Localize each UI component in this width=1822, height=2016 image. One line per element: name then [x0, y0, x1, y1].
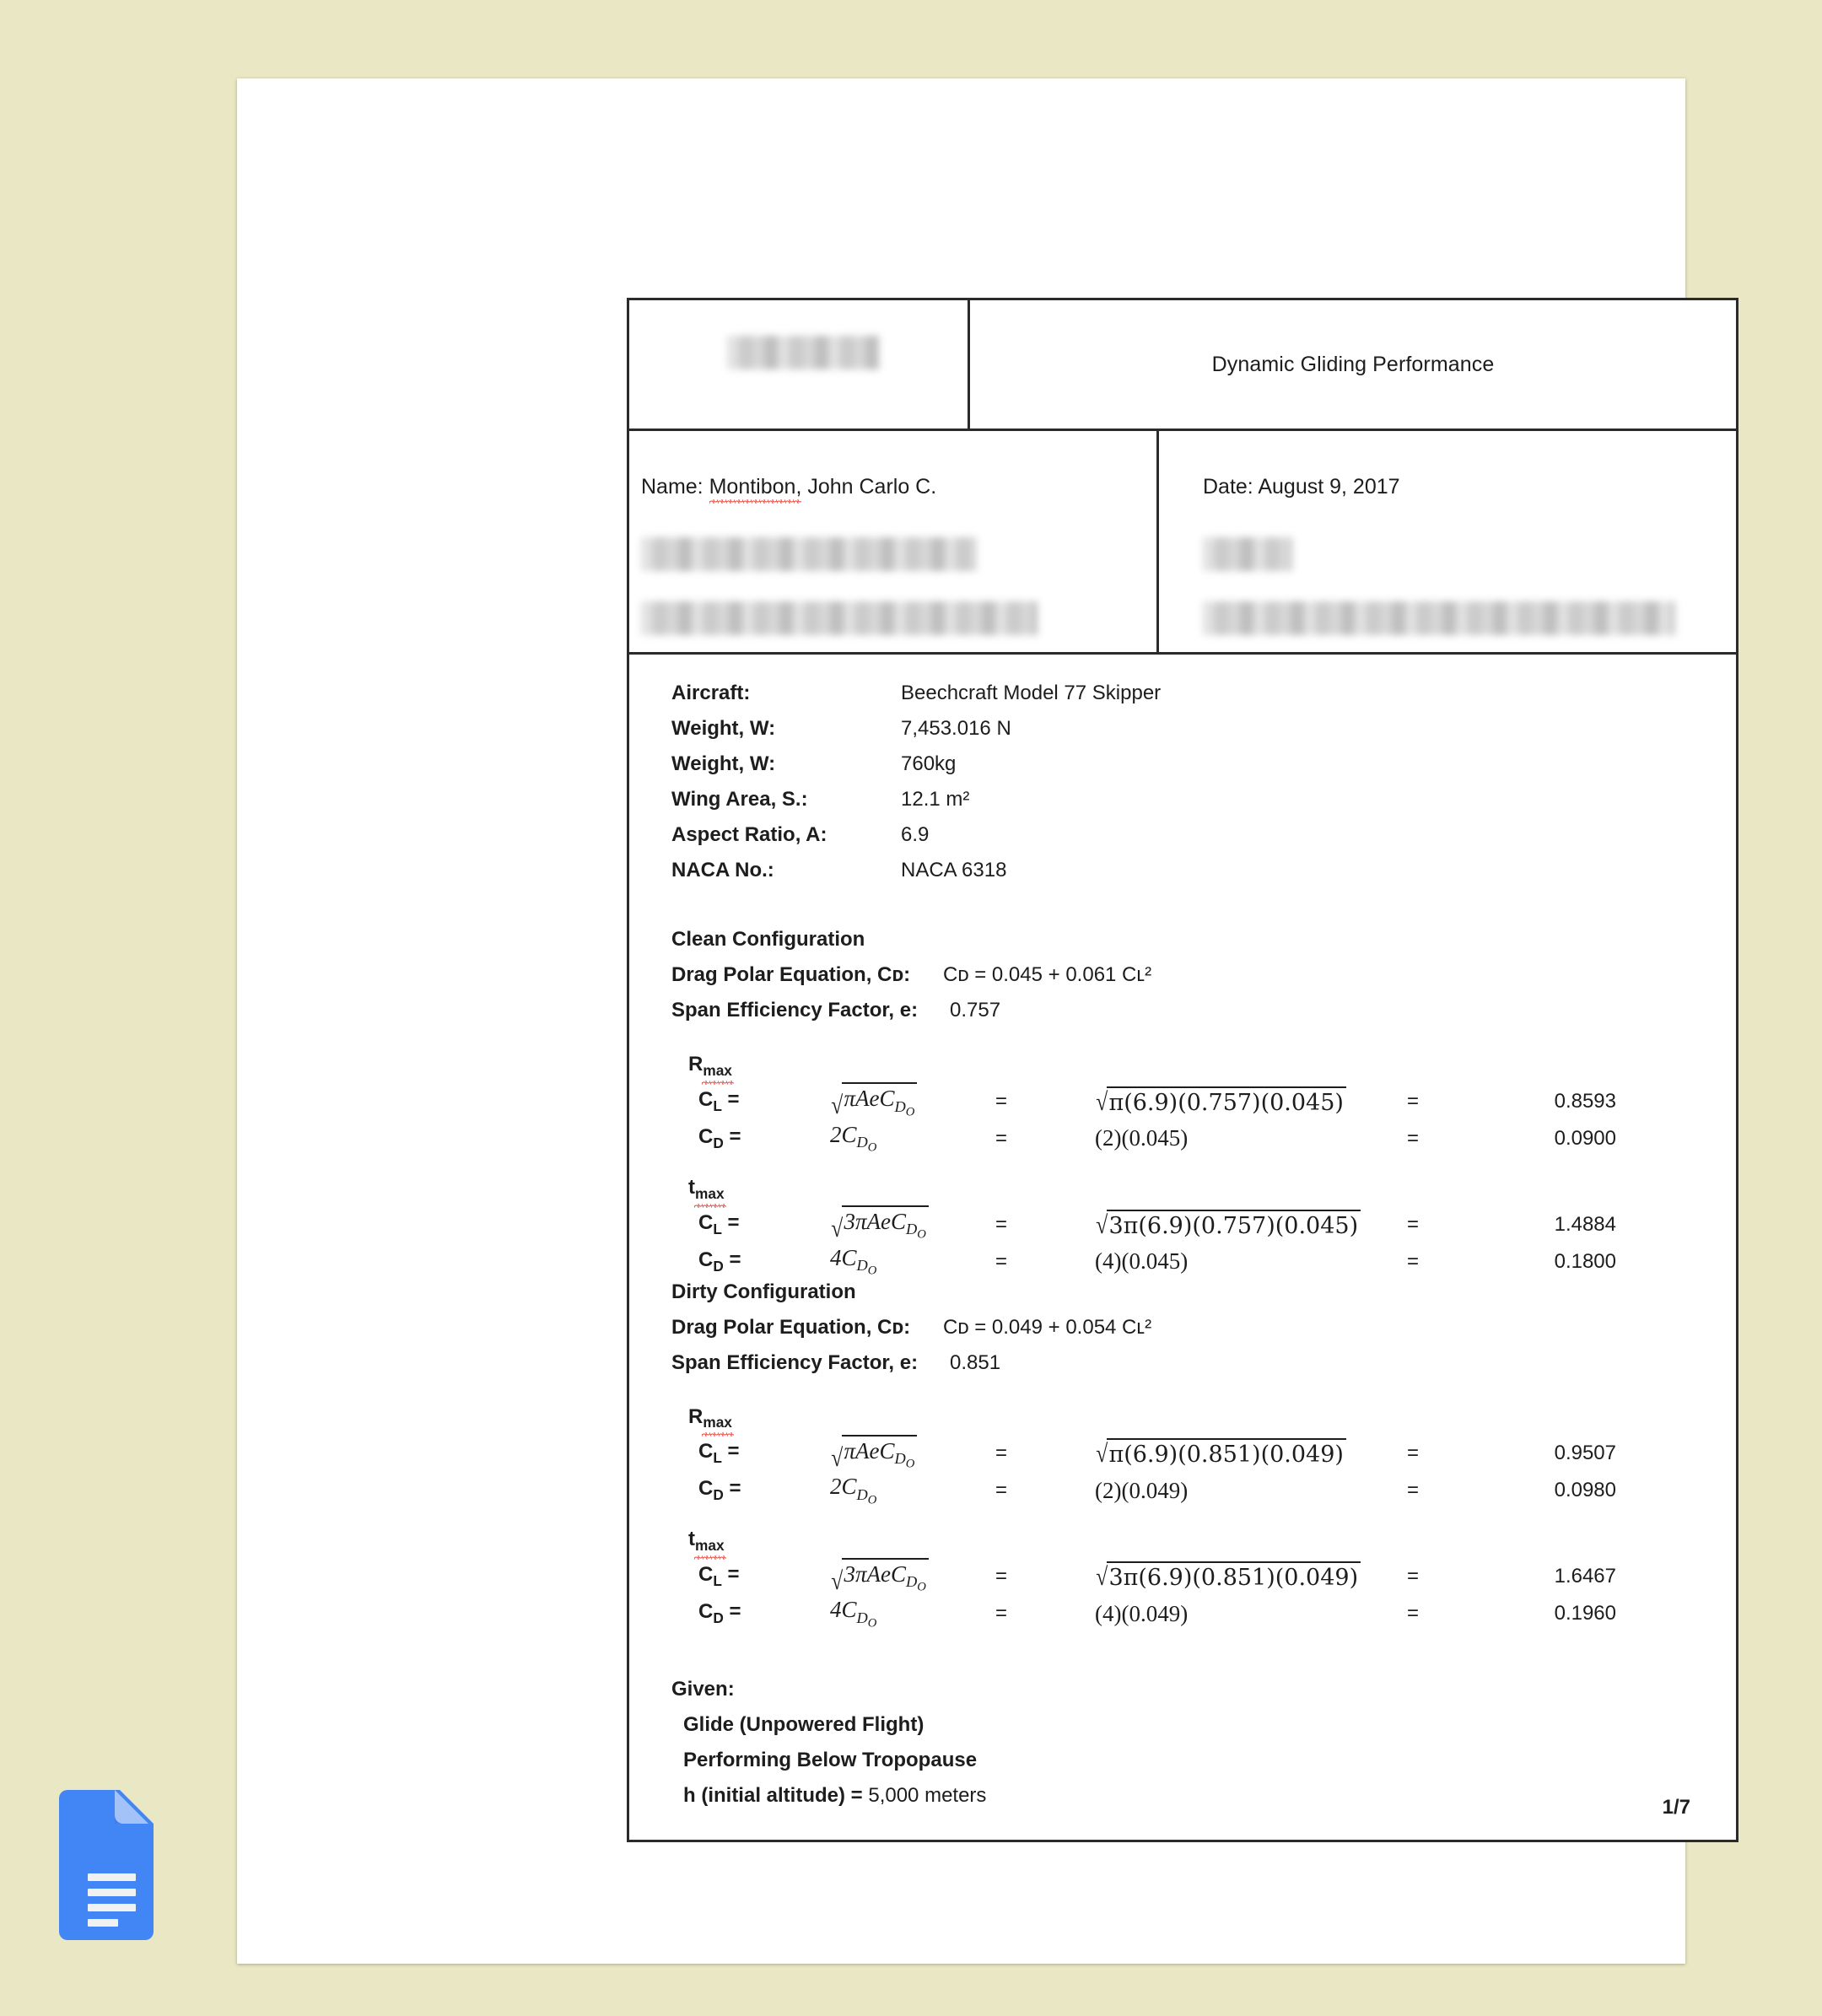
spec-label: Weight, W: [671, 717, 776, 740]
formula-row [671, 1206, 1736, 1243]
formula-symbol: $C_L$ = [698, 1563, 740, 1590]
dirty-tmax-base: t [688, 1528, 695, 1551]
document-content [629, 655, 1736, 1840]
formula-result: 1.4884 [1554, 1212, 1616, 1236]
date-redaction-block-1 [1203, 537, 1292, 571]
formula-expression: √ πAeC$_{D_O}$ [830, 1082, 995, 1120]
formula-equals-2: = [1407, 1249, 1420, 1273]
spec-value: 760kg [901, 752, 957, 775]
formula-expression: $4C_{D_O}$ [830, 1244, 877, 1278]
formula-equals-1: = [995, 1442, 1008, 1465]
logo-redaction-block [727, 336, 879, 369]
formula-row [671, 1083, 1736, 1120]
formula-numeric: (2)(0.049) [1095, 1477, 1189, 1503]
date-redaction-block-2 [1203, 601, 1675, 635]
document-title: Dynamic Gliding Performance [1211, 352, 1495, 376]
formula-symbol: $C_L$ = [698, 1210, 740, 1237]
dirty-tmax-label [688, 1528, 725, 1555]
spec-label: NACA No.: [671, 859, 774, 881]
given-item: Glide (Unpowered Flight) [683, 1713, 924, 1737]
formula-expression: $2C_{D_O}$ [830, 1474, 877, 1507]
clean-rmax-label [688, 1053, 732, 1080]
formula-equals-1: = [995, 1212, 1008, 1236]
page-number: 1/7 [1662, 1796, 1690, 1819]
document-info-row [629, 431, 1736, 655]
formula-row [671, 1243, 1736, 1280]
formula-equals-2: = [1407, 1442, 1420, 1465]
formula-result: 0.1960 [1554, 1602, 1616, 1625]
formula-symbol: $C_D$ = [698, 1477, 741, 1504]
formula-result: 0.8593 [1554, 1089, 1616, 1113]
spec-row [671, 752, 1161, 788]
clean-tmax-sub: max [695, 1184, 725, 1202]
formula-equals-1: = [995, 1565, 1008, 1588]
dirty-tmax-sub: max [695, 1537, 725, 1555]
clean-rmax-sub: max [703, 1061, 732, 1079]
formula-equals-1: = [995, 1249, 1008, 1273]
given-altitude-value: 5,000 meters [868, 1784, 987, 1808]
spec-value: 6.9 [901, 823, 930, 846]
spec-value: 7,453.016 N [901, 717, 1011, 740]
formula-equals-2: = [1407, 1212, 1420, 1236]
dirty-drag-polar-label: Drag Polar Equation, Cᴅ: [671, 1315, 911, 1339]
name-label: Name: [641, 475, 703, 499]
header-title-cell [970, 300, 1736, 429]
dirty-span-efficiency-value: 0.851 [950, 1350, 1001, 1374]
given-block [671, 1678, 1736, 1808]
name-redaction-block-1 [641, 537, 977, 571]
name-value-rest: John Carlo C. [801, 475, 937, 499]
spec-row [671, 717, 1161, 752]
clean-span-efficiency-value: 0.757 [950, 999, 1001, 1021]
spec-label: Weight, W: [671, 752, 776, 775]
formula-numeric: √ 3π(6.9)(0.851)(0.049) [1095, 1561, 1407, 1592]
formula-row [671, 1595, 1736, 1632]
spec-label: Aspect Ratio, A: [671, 823, 827, 846]
spec-label: Wing Area, S.: [671, 788, 808, 811]
dirty-configuration-heading: Dirty Configuration [671, 1280, 856, 1303]
formula-equals-2: = [1407, 1602, 1420, 1625]
dirty-rmax-base: R [688, 1404, 703, 1428]
dirty-rmax-label [688, 1405, 732, 1432]
name-redaction-block-2 [641, 601, 1038, 635]
formula-equals-1: = [995, 1602, 1008, 1625]
clean-drag-polar-value: Cᴅ = 0.045 + 0.061 Cʟ² [943, 963, 1152, 986]
formula-equals-2: = [1407, 1565, 1420, 1588]
spec-row [671, 859, 1161, 894]
formula-expression: √ 3πAeC$_{D_O}$ [830, 1205, 995, 1243]
formula-equals-1: = [995, 1479, 1008, 1502]
formula-result: 1.6467 [1554, 1565, 1616, 1588]
name-value-misspelled: Montibon, [709, 475, 802, 499]
clean-drag-polar-label: Drag Polar Equation, Cᴅ: [671, 963, 911, 986]
formula-result: 0.9507 [1554, 1442, 1616, 1465]
formula-equals-1: = [995, 1126, 1008, 1150]
formula-row [671, 1472, 1736, 1509]
formula-result: 0.0900 [1554, 1126, 1616, 1150]
formula-row [671, 1558, 1736, 1595]
formula-numeric: √ π(6.9)(0.757)(0.045) [1095, 1086, 1407, 1117]
formula-numeric: (4)(0.045) [1095, 1248, 1189, 1275]
date-value: August 9, 2017 [1258, 475, 1400, 499]
google-docs-icon[interactable] [54, 1790, 169, 1940]
formula-equals-1: = [995, 1089, 1008, 1113]
spec-row [671, 682, 1161, 717]
dirty-drag-polar-value: Cᴅ = 0.049 + 0.054 Cʟ² [943, 1315, 1152, 1339]
spec-row [671, 823, 1161, 859]
clean-tmax-base: t [688, 1175, 695, 1199]
formula-equals-2: = [1407, 1089, 1420, 1113]
formula-symbol: $C_L$ = [698, 1440, 740, 1467]
dirty-rmax-sub: max [703, 1414, 732, 1431]
dirty-span-efficiency-row [671, 1351, 1736, 1375]
date-label: Date: [1203, 475, 1253, 499]
document-page [237, 78, 1690, 1964]
formula-expression: √ πAeC$_{D_O}$ [830, 1435, 995, 1473]
dirty-span-efficiency-label: Span Efficiency Factor, e: [671, 1350, 919, 1374]
formula-symbol: $C_D$ = [698, 1600, 741, 1627]
formula-symbol: $C_L$ = [698, 1087, 740, 1114]
formula-symbol: $C_D$ = [698, 1124, 741, 1151]
formula-numeric: √ 3π(6.9)(0.757)(0.045) [1095, 1210, 1407, 1240]
header-logo-cell [629, 300, 970, 429]
given-altitude-label: h (initial altitude) = [683, 1784, 869, 1808]
formula-expression: √ 3πAeC$_{D_O}$ [830, 1558, 995, 1596]
given-heading: Given: [671, 1678, 735, 1701]
formula-row [671, 1435, 1736, 1472]
spec-value: NACA 6318 [901, 859, 1007, 881]
formula-result: 0.1800 [1554, 1249, 1616, 1273]
spec-value: Beechcraft Model 77 Skipper [901, 682, 1162, 704]
clean-configuration-heading: Clean Configuration [671, 928, 865, 951]
aircraft-spec-table [671, 682, 1161, 894]
name-line [641, 475, 1156, 499]
document-header-row [629, 300, 1736, 431]
clean-drag-polar-row [671, 963, 1736, 987]
formula-equals-2: = [1407, 1126, 1420, 1150]
document-frame [627, 298, 1738, 1842]
clean-rmax-base: R [688, 1053, 703, 1075]
spec-value: 12.1 m² [901, 788, 970, 811]
formula-numeric: (2)(0.045) [1095, 1125, 1189, 1151]
given-item: Performing Below Tropopause [683, 1749, 978, 1772]
name-cell [629, 431, 1159, 652]
formula-row [671, 1120, 1736, 1157]
clean-span-efficiency-label: Span Efficiency Factor, e: [671, 999, 919, 1021]
formula-equals-2: = [1407, 1479, 1420, 1502]
clean-tmax-label [688, 1176, 725, 1203]
spec-label: Aircraft: [671, 682, 751, 704]
dirty-drag-polar-row [671, 1316, 1736, 1340]
date-cell [1159, 431, 1736, 652]
clean-span-efficiency-row [671, 999, 1736, 1022]
given-altitude-item [683, 1784, 1736, 1808]
formula-result: 0.0980 [1554, 1479, 1616, 1502]
formula-expression: $2C_{D_O}$ [830, 1121, 877, 1155]
formula-numeric: √ π(6.9)(0.851)(0.049) [1095, 1438, 1407, 1469]
formula-expression: $4C_{D_O}$ [830, 1597, 877, 1631]
formula-numeric: (4)(0.049) [1095, 1600, 1189, 1626]
formula-symbol: $C_D$ = [698, 1248, 741, 1275]
date-line [1203, 475, 1736, 499]
spec-row [671, 788, 1161, 823]
